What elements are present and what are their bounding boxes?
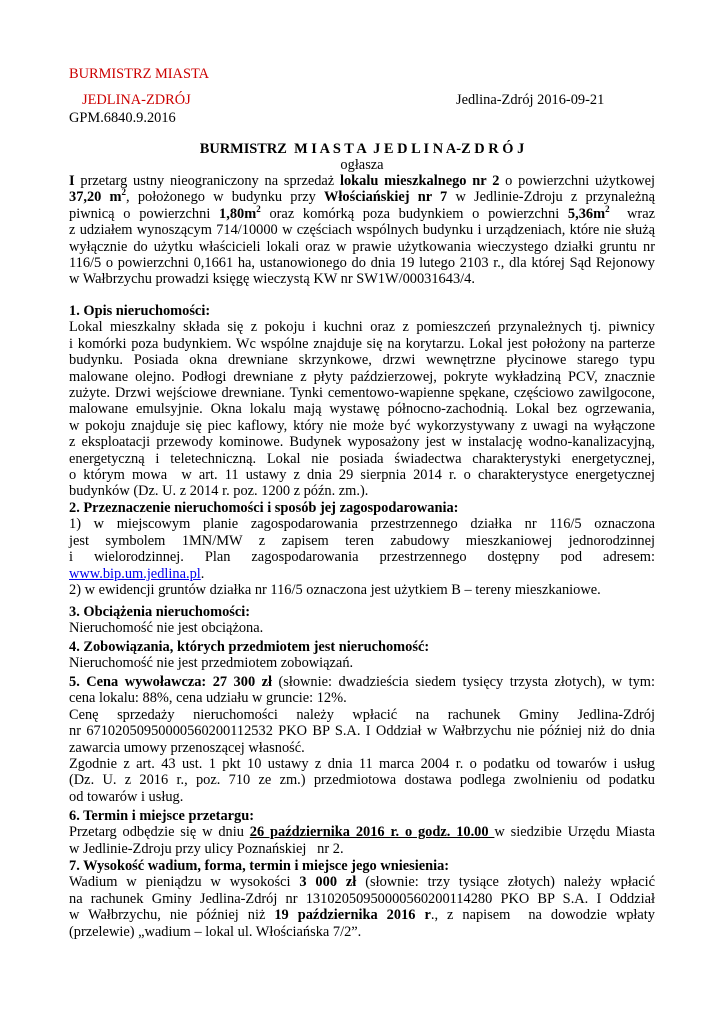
- text-line: Lokal mieszkalny składa się z pokoju i kuchni oraz z pomieszczeń przynależnych tj. piwnicy: [69, 319, 655, 336]
- text-line: zużyte. Drzwi wejściowe drewniane. Tynki cementowo-wapienne spękane, częściowo zawilgocone,: [69, 385, 655, 402]
- section-auction-date: [69, 808, 655, 857]
- text-line: w pokoju znajduje się piec kaflowy, który nie może być wykorzystywany z uwagi na wyłączone: [69, 417, 655, 434]
- basement-area: 1,80m: [219, 205, 257, 222]
- office-town: JEDLINA-ZDRÓJ: [82, 92, 191, 108]
- text-line: od towarów i usług.: [69, 788, 184, 805]
- text-line: nr 67102050950000560200112532 PKO BP S.A. I Oddział w Wałbrzychu nie później niż do dnia: [69, 723, 655, 740]
- section-heading: 4. Zobowiązania, których przedmiotem jest nieruchomość:: [69, 639, 430, 655]
- text-run: ., z napisem na dowodzie wpłaty: [430, 907, 656, 924]
- text-line: malowane emulsyjnie. Okna lokalu mają wystawę północno-zachodnią. Lokal bez ogrzewania,: [69, 401, 655, 418]
- announcement-title: BURMISTRZ M I A S T A J E D L I N A-Z D R Ó J: [199, 141, 525, 157]
- text-line: i wielorodzinnej. Plan zagospodarowania przestrzennego dostępny pod adresem:: [69, 549, 655, 566]
- text-line: 116/5 o powierzchni 0,1661 ha, ustanowionego do dnia 19 lutego 2103 r., dla której Sąd Rejonowy: [69, 255, 655, 272]
- text-line: budynku. Posiada okna drewniane skrzynkowe, drzwi wewnętrzne płycinowe starego typu: [69, 352, 655, 369]
- text-line: w Wałbrzychu prowadzi księgę wieczystą KW nr SW1W/00031643/4.: [69, 271, 475, 288]
- flat-number: lokalu mieszkalnego nr 2: [339, 173, 500, 189]
- usable-area: 37,20 m: [69, 189, 122, 206]
- section-heading: 1. Opis nieruchomości:: [69, 303, 211, 319]
- section-price: [69, 674, 655, 805]
- text-line: [69, 206, 655, 222]
- text-line: Zgodnie z art. 43 ust. 1 pkt 10 ustawy z dnia 11 marca 2004 r. o podatku od towarów i usług: [69, 756, 655, 773]
- storeroom-area: 5,36m: [567, 205, 606, 222]
- intro-paragraph: [69, 173, 655, 288]
- text-line: na rachunek Gminy Jedlina-Zdrój nr 13102050950000560200114280 PKO BP S.A. I Oddział: [69, 890, 655, 907]
- text-run: Wadium w pieniądzu w wysokości: [69, 874, 300, 891]
- text-run: oraz komórką poza budynkiem o powierzchni: [260, 205, 568, 222]
- section-heading: 6. Termin i miejsce przetargu:: [69, 808, 255, 824]
- text-run: (słownie: trzy tysiące złotych) należy wpłacić: [356, 874, 655, 891]
- text-line: 1) w miejscowym planie zagospodarowania przestrzennego działka nr 116/5 oznaczona: [69, 516, 655, 533]
- section-obligations: [69, 639, 655, 672]
- text-line: cena lokalu: 88%, cena udziału w gruncie: 12%.: [69, 690, 347, 707]
- starting-price: 5. Cena wywoławcza: 27 300 zł: [69, 674, 272, 690]
- text-line: [69, 566, 655, 582]
- text-line: malowane olejno. Podłogi drewniane z płyty paździerzowej, pokryte wykładziną PCV, znacznie: [69, 368, 655, 385]
- text-line: 2) w ewidencji gruntów działka nr 116/5 oznaczona jest użytkiem B – tereny mieszkaniowe.: [69, 582, 601, 599]
- text-line: budynków (Dz. U. z 2014 r. poz. 1200 z późn. zm.).: [69, 483, 369, 500]
- text-line: Nieruchomość nie jest przedmiotem zobowiązań.: [69, 655, 354, 672]
- superscript: 2: [256, 204, 261, 215]
- text-run: w Jedlinie-Zdroju z przynależną: [447, 189, 655, 206]
- text-run: o powierzchni użytkowej: [499, 173, 655, 189]
- auction-date: 26 października 2016 r. o godz. 10.00: [249, 824, 495, 841]
- section-encumbrances: [69, 604, 655, 637]
- text-line: Nieruchomość nie jest obciążona.: [69, 620, 264, 637]
- section-deposit: [69, 858, 655, 940]
- deposit-amount: 3 000 zł: [299, 874, 357, 891]
- bip-link[interactable]: www.bip.um.jedlina.pl: [69, 565, 201, 582]
- superscript: 2: [121, 187, 127, 198]
- announcement-subtitle: ogłasza: [340, 157, 384, 173]
- text-run: piwnicą o powierzchni: [69, 205, 220, 222]
- office-name: BURMISTRZ MIASTA: [69, 66, 209, 82]
- text-line: z eksploatacji przewody kominowe. Budynek wyposażony jest w instalację wodno-kanalizacyjną,: [69, 434, 655, 451]
- text-line: jest symbolem 1MN/MW z zapisem teren zabudowy mieszkaniowej jednorodzinnej: [69, 532, 655, 549]
- text-line: z udziałem wynoszącym 714/10000 w częściach wspólnych budynku i urządzeniach, które nie służą: [69, 222, 655, 239]
- text-line: [69, 824, 655, 840]
- auction-number: I: [69, 173, 75, 189]
- text-run: (słownie: dwadzieścia siedem tysięcy trzysta złotych), w tym:: [271, 674, 655, 690]
- text-line: [69, 674, 655, 690]
- text-run: wraz: [609, 205, 655, 222]
- text-line: [69, 189, 655, 205]
- text-run: Przetarg odbędzie się w dniu: [69, 824, 250, 841]
- text-line: wyłącznie do użytku właścicieli lokali oraz w prawie użytkowania wieczystego działki gruntu nr: [69, 238, 655, 255]
- section-heading: 2. Przeznaczenie nieruchomości i sposób jej zagospodarowania:: [69, 500, 459, 516]
- superscript: 2: [605, 204, 610, 215]
- place-date: Jedlina-Zdrój 2016-09-21: [456, 92, 605, 108]
- section-description: [69, 303, 655, 500]
- text-line: [69, 874, 655, 890]
- text-line: i komórki poza budynkiem. Wc wspólne znajduje się na korytarzu. Lokal jest położony na parterze: [69, 335, 655, 352]
- text-run: .: [200, 565, 205, 582]
- section-zoning: [69, 500, 655, 598]
- section-heading: 7. Wysokość wadium, forma, termin i miejsce jego wniesienia:: [69, 858, 450, 874]
- text-line: Cenę sprzedaży nieruchomości należy wpłacić na rachunek Gminy Jedlina-Zdrój: [69, 706, 655, 723]
- street-address: Włościańskiej nr 7: [324, 189, 448, 206]
- text-line: zawarcia umowy przenoszącej własność.: [69, 739, 305, 756]
- deposit-deadline: 19 października 2016 r: [274, 907, 431, 924]
- text-line: w Jedlinie-Zdroju przy ulicy Poznańskiej nr 2.: [69, 840, 344, 857]
- text-run: przetarg ustny nieograniczony na sprzedaż: [74, 173, 340, 189]
- section-heading: 3. Obciążenia nieruchomości:: [69, 604, 251, 620]
- text-line: o którym mowa w art. 11 ustawy z dnia 29 sierpnia 2014 r. o charakterystyce energetycznej: [69, 467, 655, 484]
- text-line: [69, 173, 655, 189]
- text-line: [69, 907, 655, 923]
- text-run: w Wałbrzychu, nie później niż: [69, 907, 275, 924]
- text-line: (Dz. U. z 2016 r., poz. 710 ze zm.) przedmiotowa dostawa podlega zwolnieniu od podatku: [69, 772, 655, 789]
- reference-number: GPM.6840.9.2016: [69, 110, 176, 126]
- text-run: , położonego w budynku przy: [126, 189, 325, 206]
- text-line: (przelewie) „wadium – lokal ul. Włościańska 7/2”.: [69, 923, 362, 940]
- text-run: w siedzibie Urzędu Miasta: [494, 824, 655, 841]
- text-line: energetyczną i teletechniczną. Lokal nie posiada świadectwa charakterystyki energetycznej,: [69, 450, 655, 467]
